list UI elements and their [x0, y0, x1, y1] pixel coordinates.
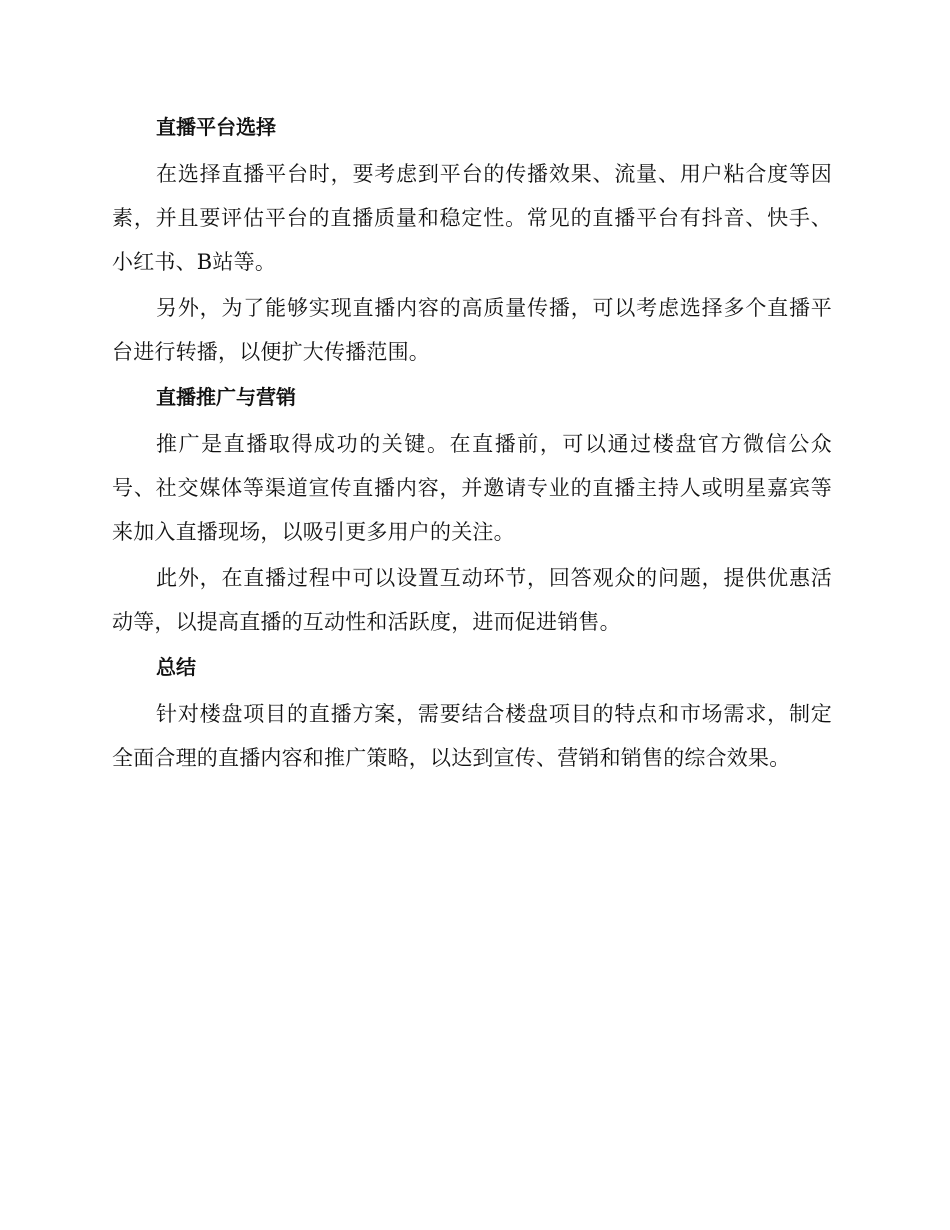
section-promotion-marketing — [112, 376, 832, 644]
section-platform-selection — [112, 106, 832, 374]
paragraph: 在选择直播平台时，要考虑到平台的传播效果、流量、用户粘合度等因素，并且要评估平台的直播质量和稳定性。常见的直播平台有抖音、快手、小红书、B站等。 — [112, 162, 832, 274]
section-heading: 总结 — [156, 655, 196, 679]
paragraph: 另外，为了能够实现直播内容的高质量传播，可以考虑选择多个直播平台进行转播，以便扩大传播范围。 — [112, 296, 832, 364]
paragraph: 推广是直播取得成功的关键。在直播前，可以通过楼盘官方微信公众号、社交媒体等渠道宣传直播内容，并邀请专业的直播主持人或明星嘉宾等来加入直播现场，以吸引更多用户的关注。 — [112, 432, 832, 544]
section-heading: 直播推广与营销 — [156, 385, 296, 409]
paragraph: 此外，在直播过程中可以设置互动环节，回答观众的问题，提供优惠活动等，以提高直播的互动性和活跃度，进而促进销售。 — [112, 566, 832, 634]
document-page — [112, 106, 832, 782]
section-heading: 直播平台选择 — [156, 115, 276, 139]
paragraph: 针对楼盘项目的直播方案，需要结合楼盘项目的特点和市场需求，制定全面合理的直播内容和推广策略，以达到宣传、营销和销售的综合效果。 — [112, 702, 832, 770]
section-summary — [112, 646, 832, 780]
